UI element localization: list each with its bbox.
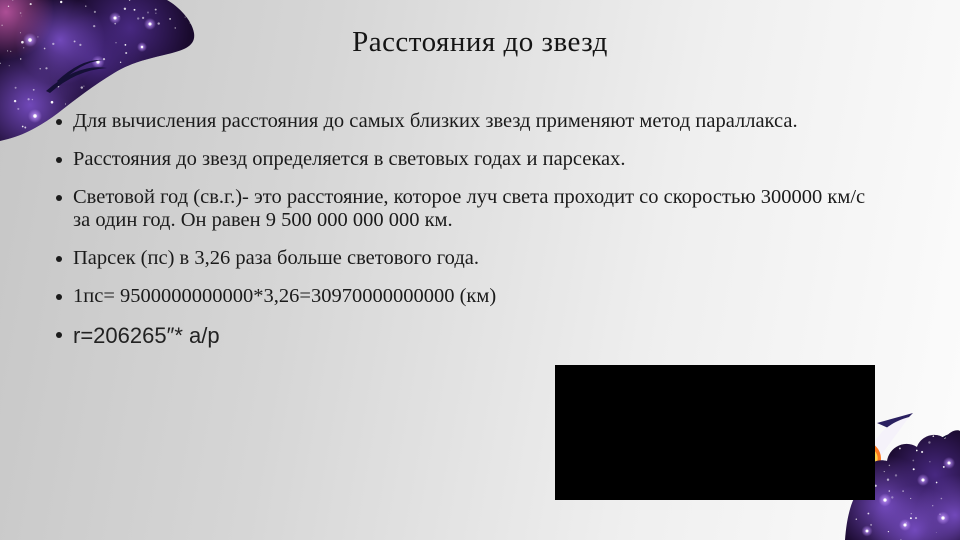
- bullet-item: [55, 186, 881, 234]
- bullet-text: Расстояния до звезд определяется в световых годах и парсеках.: [73, 147, 626, 170]
- bullet-dot: [56, 157, 62, 163]
- bullet-dot: [56, 294, 62, 300]
- bullet-text: r=206265″* a/p: [73, 322, 220, 348]
- video-placeholder[interactable]: [555, 365, 875, 500]
- slide-title: Расстояния до звезд: [352, 26, 608, 58]
- bullet-item: [55, 148, 881, 172]
- bullet-dot: [56, 195, 62, 201]
- bullet-item-formula: [55, 323, 881, 349]
- bullet-item: [55, 247, 881, 271]
- bullet-text: 1пс= 9500000000000*3,26=30970000000000 (км): [73, 284, 497, 307]
- bullet-text: Парсек (пс) в 3,26 раза больше светового года.: [73, 247, 479, 270]
- bullet-text: Для вычисления расстояния до самых близких звезд применяют метод параллакса.: [73, 110, 798, 132]
- bullet-item: [55, 285, 881, 309]
- bullet-dot: [56, 256, 62, 262]
- bullet-dot: [56, 332, 62, 338]
- galaxy-nebula-corner-icon: [0, 0, 210, 150]
- bullet-text: Световой год (св.г.)- это расстояние, которое луч света проходит со скоростью 300000 км/с за один год. Он равен 9 500 000 000 000 км.: [73, 185, 866, 232]
